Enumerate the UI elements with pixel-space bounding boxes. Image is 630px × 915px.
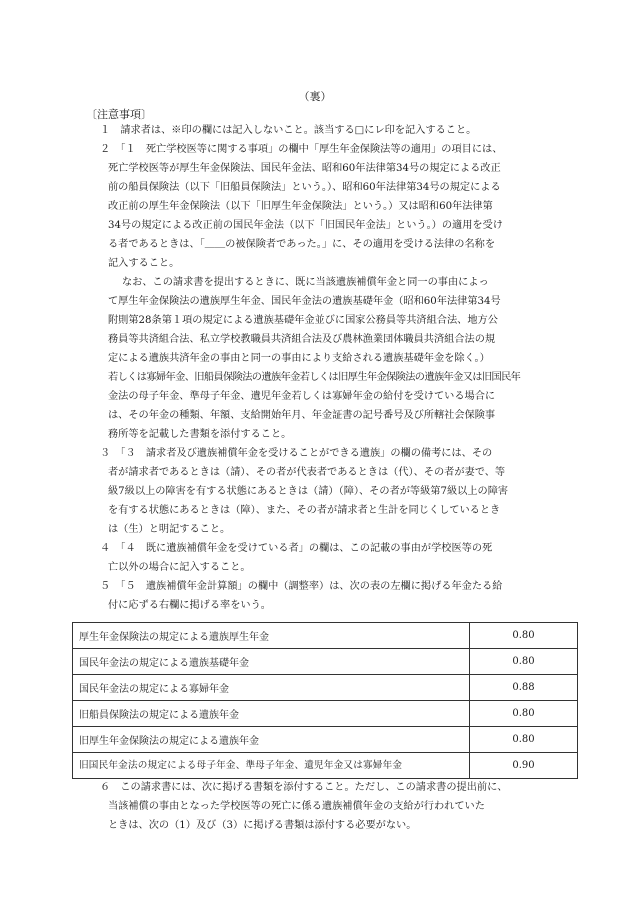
note-line: を有する状態にあるときは（障）、また、その者が請求者と生計を同じくしているとき <box>108 505 501 516</box>
note-line: 若しくは寡婦年金、旧船員保険法の遺族年金若しくは旧厚生年金保険法の遺族年金又は旧国民年 <box>108 372 521 383</box>
pension-type-cell: 厚生年金保険法の規定による遺族厚生年金 <box>73 623 470 649</box>
rate-cell: 0.80 <box>470 727 578 753</box>
rate-cell: 0.88 <box>470 675 578 701</box>
note-line: 死亡学校医等が厚生年金保険法、国民年金法、昭和60年法律第34号の規定による改正 <box>108 163 501 174</box>
table-row <box>73 623 578 649</box>
note-line: ときは、次の（1）及び（3）に掲げる書類は添付する必要がない。 <box>108 820 417 831</box>
note-line: は、その年金の種類、年額、支給開始年月、年金証書の記号番号及び所轄社会保険事 <box>108 410 496 421</box>
table-row <box>73 649 578 675</box>
note-line: ４ 「４ 既に遺族補償年金を受けている者」の欄は、この記載の事由が学校医等の死 <box>100 543 493 554</box>
rate-cell: 0.90 <box>470 753 578 779</box>
note-line: る者であるときは、「＿＿の被保険者であった。」に、その適用を受ける法律の名称を <box>108 239 496 250</box>
rate-cell: 0.80 <box>470 649 578 675</box>
pension-type-cell: 旧船員保険法の規定による遺族年金 <box>73 701 470 727</box>
note-line: 付に応ずる右欄に掲げる率をいう。 <box>108 600 271 611</box>
note-line: 改正前の厚生年金保険法（以下「旧厚生年金保険法」という。）又は昭和60年法律第 <box>108 201 493 212</box>
note-line: 級7級以上の障害を有する状態にあるときは（請）（障）、その者が等級第7級以上の障害 <box>108 486 509 497</box>
pension-type-cell: 国民年金法の規定による遺族基礎年金 <box>73 649 470 675</box>
note-line: 亡以外の場合に記入すること。 <box>108 562 251 573</box>
note-line: 務所等を記載した書類を添付すること。 <box>108 429 292 440</box>
note-line: 記入すること。 <box>108 258 180 269</box>
note-line: 務員等共済組合法、私立学校教職員共済組合法及び農林漁業団体職員共済組合法の規 <box>108 334 496 345</box>
table-row <box>73 727 578 753</box>
rate-cell: 0.80 <box>470 623 578 649</box>
note-line: は（生）と明記すること。 <box>108 524 231 535</box>
note-line: ６ この請求書には、次に掲げる書類を添付すること。ただし、この請求書の提出前に、 <box>100 782 508 793</box>
table-row <box>73 701 578 727</box>
table-row <box>73 753 578 779</box>
adjustment-rate-table <box>72 622 578 779</box>
note-line: 金法の母子年金、準母子年金、遺児年金若しくは寡婦年金の給付を受けている場合に <box>108 391 496 402</box>
table-row <box>73 675 578 701</box>
note-line: ５ 「５ 遺族補償年金計算額」の欄中（調整率）は、次の表の左欄に掲げる年金たる給 <box>100 581 503 592</box>
page-title: （裏） <box>298 90 332 103</box>
note-line: 34号の規定による改正前の国民年金法（以下「旧国民年金法」という。）の適用を受け <box>108 220 503 231</box>
pension-type-cell: 国民年金法の規定による寡婦年金 <box>73 675 470 701</box>
note-line: 定による遺族共済年金の事由と同一の事由により支給される遺族基礎年金を除く。） <box>108 353 490 364</box>
rate-cell: 0.80 <box>470 701 578 727</box>
note-line: ３ 「３ 請求者及び遺族補償年金を受けることができる遺族」の欄の備考には、その <box>100 448 493 459</box>
note-line: ２ 「１ 死亡学校医等に関する事項」の欄中「厚生年金保険法等の適用」の項目には、 <box>100 144 503 155</box>
pension-type-cell: 旧国民年金法の規定による母子年金、準母子年金、遺児年金又は寡婦年金 <box>73 753 470 779</box>
note-line: なお、この請求書を提出するときに、既に当該遺族補償年金と同一の事由によっ <box>122 277 489 288</box>
note-line: 当該補償の事由となった学校医等の死亡に係る遺族補償年金の支給が行われていた <box>108 801 485 812</box>
note-line: 者が請求者であるときは（請）、その者が代表者であるときは（代）、その者が妻で、等 <box>108 467 506 478</box>
note-line: 附則第28条第１項の規定による遺族基礎年金並びに国家公務員等共済組合法、地方公 <box>108 315 498 326</box>
pension-type-cell: 旧厚生年金保険法の規定による遺族年金 <box>73 727 470 753</box>
note-line: １ 請求者は、※印の欄には記入しないこと。該当する□にレ印を記入すること。 <box>100 125 477 136</box>
note-line: て厚生年金保険法の遺族厚生年金、国民年金法の遺族基礎年金（昭和60年法律第34号 <box>108 296 501 307</box>
note-line: 前の船員保険法（以下「旧船員保険法」という。）、昭和60年法律第34号の規定による <box>108 182 501 193</box>
notes-heading: 〔注意事項〕 <box>86 108 152 121</box>
